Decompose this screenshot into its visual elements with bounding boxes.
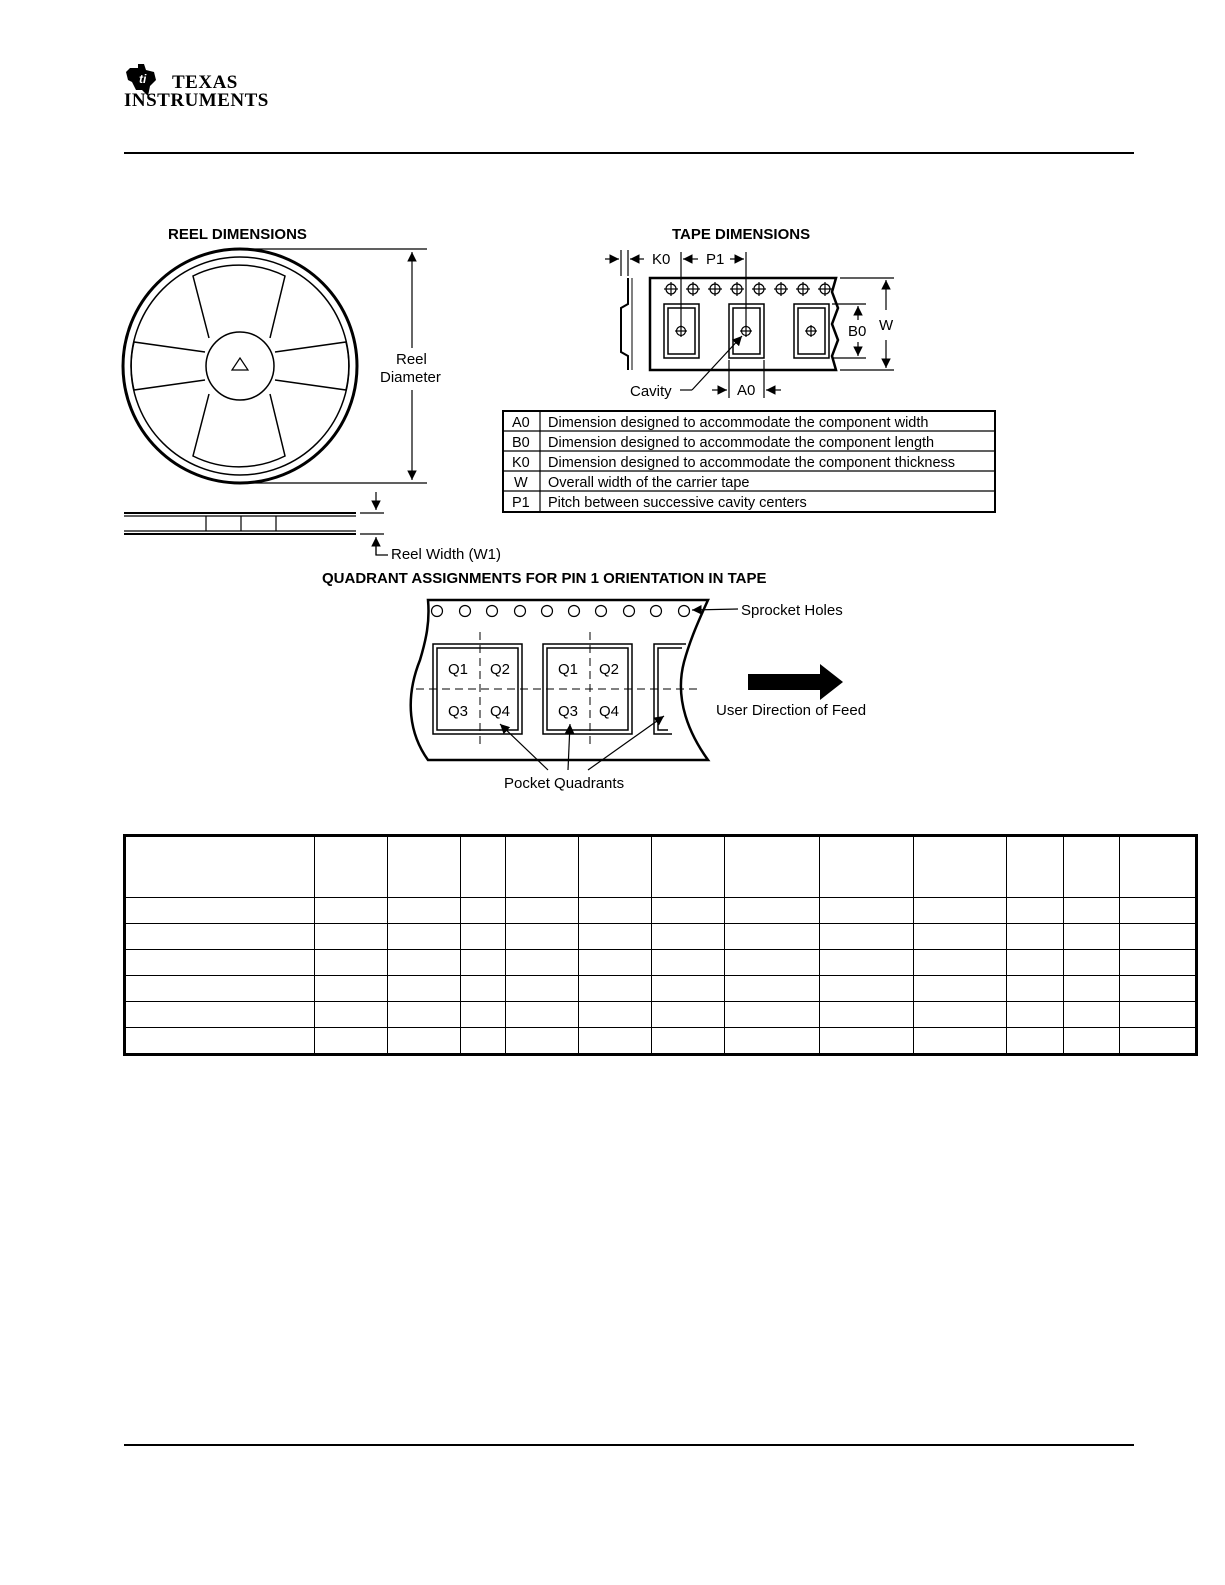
table-row: [125, 976, 1197, 1002]
quadrant-q1-b: Q1: [558, 661, 579, 678]
logo-line-2: INSTRUMENTS: [124, 90, 269, 111]
legend-code-a0: A0: [512, 415, 530, 431]
legend-desc-b0: Dimension designed to accommodate the component length: [548, 435, 935, 451]
table-row: [125, 1028, 1197, 1055]
tape-reel-info-table: [123, 834, 1198, 1056]
legend-desc-a0: Dimension designed to accommodate the component width: [548, 415, 929, 431]
b0-label: B0: [848, 323, 867, 340]
w-label: W: [879, 317, 894, 334]
reel-dimensions-title: REEL DIMENSIONS: [168, 226, 307, 243]
quadrant-q4-a: Q4: [490, 703, 511, 720]
tape-drawing: [621, 278, 838, 370]
sprocket-holes-label: Sprocket Holes: [741, 602, 843, 619]
table-row: [125, 950, 1197, 976]
quadrant-q3-b: Q3: [558, 703, 579, 720]
tape-dimensions-title: TAPE DIMENSIONS: [672, 226, 811, 243]
reel-diameter-label-2: Diameter: [380, 369, 441, 386]
legend-desc-k0: Dimension designed to accommodate the component thickness: [548, 455, 956, 471]
svg-text:ti: ti: [139, 72, 147, 86]
cavity-label: Cavity: [630, 383, 672, 400]
legend-code-k0: K0: [512, 455, 530, 471]
table-row: [125, 898, 1197, 924]
quadrant-q1-a: Q1: [448, 661, 469, 678]
feed-direction-arrow-icon: [748, 664, 843, 700]
a0-label: A0: [737, 382, 756, 399]
quadrant-q3-a: Q3: [448, 703, 469, 720]
quadrant-q2-a: Q2: [490, 661, 511, 678]
p1-label: P1: [706, 251, 725, 268]
k0-label: K0: [652, 251, 671, 268]
quadrant-title: QUADRANT ASSIGNMENTS FOR PIN 1 ORIENTATION IN TAPE: [322, 570, 767, 587]
table-row: [125, 924, 1197, 950]
legend-desc-w: Overall width of the carrier tape: [548, 475, 750, 491]
legend-code-p1: P1: [512, 495, 530, 511]
feed-direction-label: User Direction of Feed: [716, 702, 867, 719]
legend-desc-p1: Pitch between successive cavity centers: [548, 495, 807, 511]
reel-width-label: Reel Width (W1): [391, 546, 502, 563]
legend-code-w: W: [514, 475, 528, 491]
logo-line-1: TEXAS: [172, 72, 238, 93]
bottom-rule: [124, 1444, 1134, 1446]
reel-diameter-label-1: Reel: [396, 351, 427, 368]
reel-drawing: [123, 249, 357, 483]
pocket-quadrants-label: Pocket Quadrants: [504, 775, 625, 792]
legend-code-b0: B0: [512, 435, 530, 451]
table-row: [125, 1002, 1197, 1028]
table-header-row: [125, 836, 1197, 898]
reel-side-view: [124, 492, 388, 555]
quadrant-q2-b: Q2: [599, 661, 620, 678]
quadrant-tape-drawing: [411, 600, 738, 770]
quadrant-q4-b: Q4: [599, 703, 620, 720]
